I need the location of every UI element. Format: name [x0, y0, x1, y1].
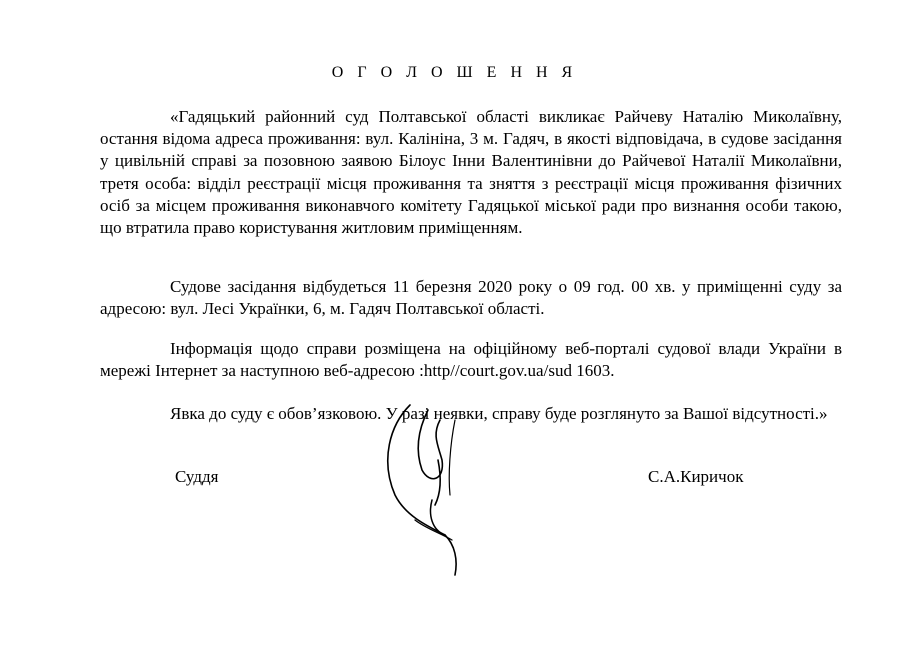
judge-name: С.А.Киричок — [648, 467, 744, 486]
handwritten-signature — [370, 400, 480, 580]
document-title: О Г О Л О Ш Е Н Н Я — [331, 64, 578, 81]
paragraph-hearing-date: Судове засідання відбудеться 11 березня 2020 року о 09 год. 00 хв. у приміщенні суду за адресою: вул. Лесі Українки, 6, м. Гадяч Полтавської області. — [100, 277, 842, 319]
paragraph-summons: «Гадяцький районний суд Полтавської області викликає Райчеву Наталію Миколаївну, остання відома адреса проживання: вул. Калініна, 3 м. Гадяч, в якості відповідача, в судове засідання у цивільній справі за позовною заявою Білоус Інни Валентинівни до Райчевої Наталії Миколаївни, третя особа: відділ реєстрації місця проживання та зняття з реєстрації місця проживання фізичних осіб за місцем проживання виконавчого комітету Гадяцької міської ради про визнання особи такою, що втратила право користування житловим приміщенням. — [100, 107, 842, 238]
paragraph-case-info: Інформація щодо справи розміщена на офіційному веб-порталі судової влади України в мережі Інтернет за наступною веб-адресою :http//court.gov.ua/sud 1603. — [100, 339, 842, 381]
judge-role-label: Суддя — [175, 467, 219, 486]
paragraph-attendance: Явка до суду є обов’язковою. У разі неявки, справу буде розглянуто за Вашої відсутності.» — [170, 404, 828, 423]
